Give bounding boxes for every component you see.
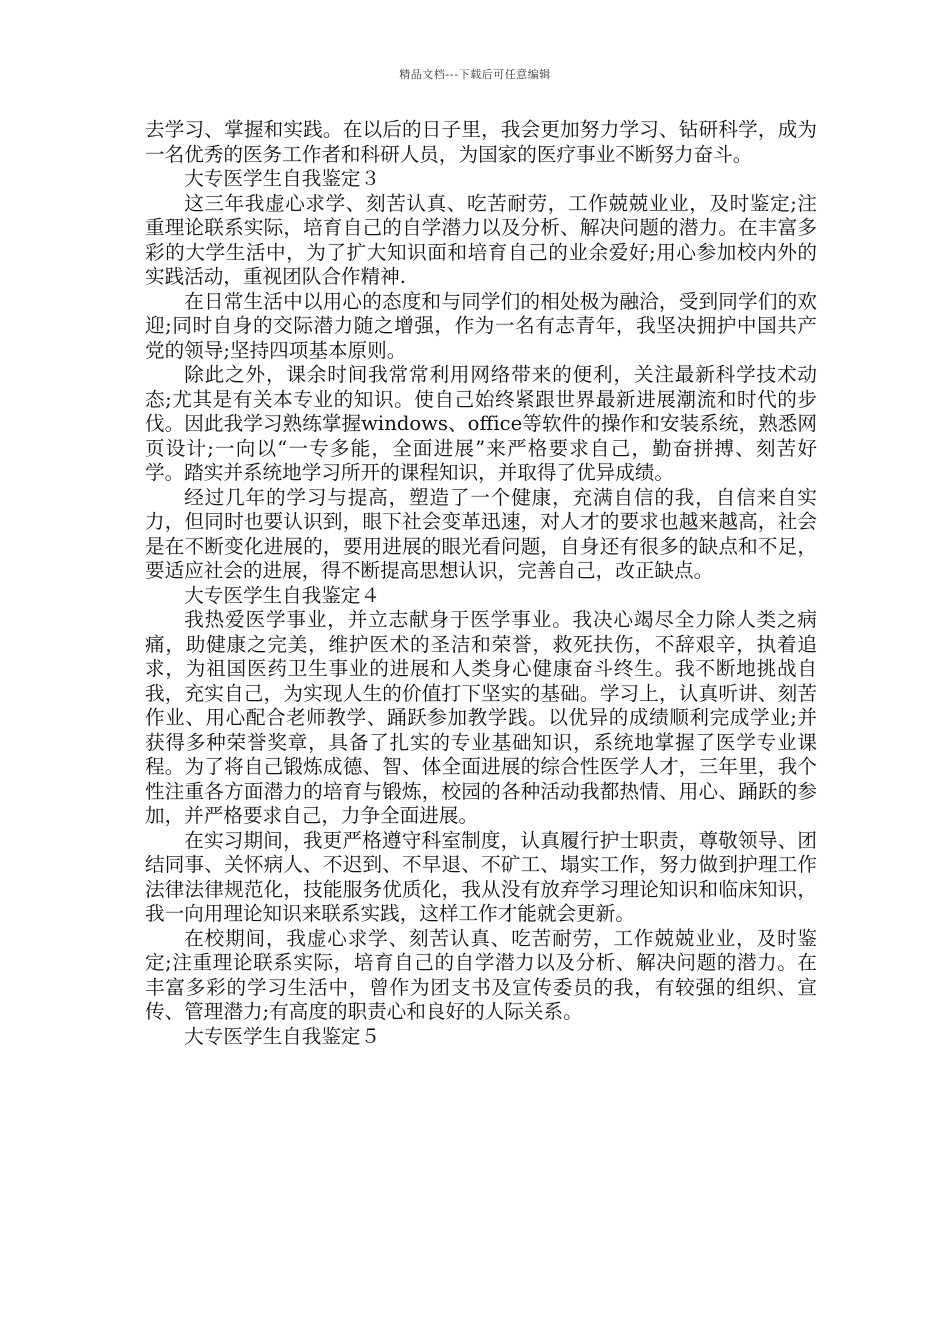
section-heading-5: 大专医学生自我鉴定５ (184, 1024, 381, 1048)
paragraph: 这三年我虚心求学、刻苦认真、吃苦耐劳，工作兢兢业业，及时鉴定;注重理论联系实际，培育自己的自学潜力以及分析、解决问题的潜力。在丰富多彩的大学生活中，为了扩大知识面和培育自己的业余爱好;用心参加校内外的实践活动，重视团队合作精神. (145, 191, 817, 288)
paragraph: 在日常生活中以用心的态度和与同学们的相处极为融洽，受到同学们的欢迎;同时自身的交际潜力随之增强，作为一名有志青年，我坚决拥护中国共产党的领导;坚持四项基本原则。 (145, 289, 817, 362)
paragraph: 经过几年的学习与提高，塑造了一个健康，充满自信的我，自信来自实力，但同时也要认识到，眼下社会变革迅速，对人才的要求也越来越高，社会是在不断变化进展的，要用进展的眼光看问题，自身还有很多的缺点和不足，要适应社会的进展，得不断提高思想认识，完善自己，改正缺点。 (145, 485, 817, 582)
document-body (145, 118, 817, 1049)
section-heading-3: 大专医学生自我鉴定３ (184, 167, 381, 190)
paragraph: 在校期间，我虚心求学、刻苦认真、吃苦耐劳，工作兢兢业业，及时鉴定;注重理论联系实际，培育自己的自学潜力以及分析、解决问题的潜力。在丰富多彩的学习生活中，曾作为团支书及宣传委员的我，有较强的组织、宣传、管理潜力;有高度的职责心和良好的人际关系。 (145, 926, 817, 1023)
paragraph: 除此之外，课余时间我常常利用网络带来的便利，关注最新科学技术动态;尤其是有关本专业的知识。使自己始终紧跟世界最新进展潮流和时代的步伐。因此我学习熟练掌握windows、office等软件的操作和安装系统，熟悉网页设计;一向以“一专多能，全面进展”来严格要求自己，勤奋拼搏、刻苦好学。踏实并系统地学习所开的课程知识，并取得了优异成绩。 (145, 363, 817, 484)
paragraph-continuation: 去学习、掌握和实践。在以后的日子里，我会更加努力学习、钻研科学，成为一名优秀的医务工作者和科研人员，为国家的医疗事业不断努力奋斗。 (145, 118, 817, 166)
section-heading-4: 大专医学生自我鉴定４ (184, 583, 381, 607)
paragraph: 我热爱医学事业，并立志献身于医学事业。我决心竭尽全力除人类之病痛，助健康之完美，维护医术的圣洁和荣誉，救死扶伤，不辞艰辛，执着追求，为祖国医药卫生事业的进展和人类身心健康奋斗终生。我不断地挑战自我，充实自己，为实现人生的价值打下坚实的基础。学习上，认真听讲、刻苦作业、用心配合老师教学、踊跃参加教学践。以优异的成绩顺利完成学业;并获得多种荣誉奖章，具备了扎实的专业基础知识，系统地掌握了医学专业课程。为了将自己锻炼成德、智、体全面进展的综合性医学人才，三年里，我个性注重各方面潜力的培育与锻炼，校园的各种活动我都热情、用心、踊跃的参加，并严格要求自己，力争全面进展。 (145, 608, 817, 827)
page-header: 精品文档---下载后可任意编辑 (399, 68, 551, 81)
paragraph: 在实习期间，我更严格遵守科室制度，认真履行护士职责，尊敬领导、团结同事、关怀病人、不迟到、不早退、不矿工、塌实工作，努力做到护理工作法律法律规范化，技能服务优质化，我从没有放弃学习理论知识和临床知识，我一向用理论知识来联系实践，这样工作才能就会更新。 (145, 828, 817, 925)
